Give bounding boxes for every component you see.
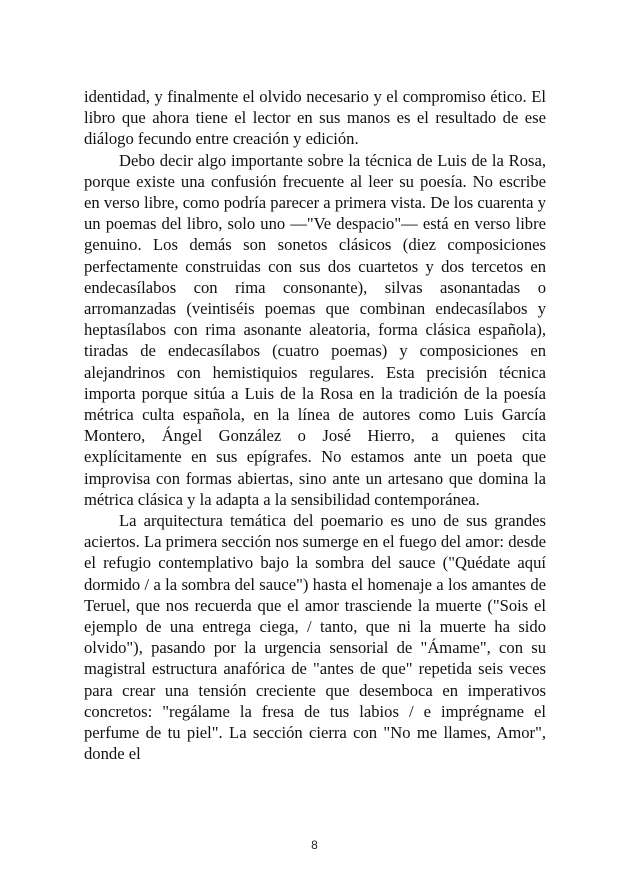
paragraph-thematic-architecture: La arquitectura temática del poemario es uno de sus grandes aciertos. La primera sección nos sumerge en el fuego del amor: desde el refugio contemplativo bajo la sombra del sauce ("Quédate aquí dormido / a la sombra del sauce") hasta el homenaje a los amantes de Teruel, que nos recuerda que el amor trasciende la muerte ("Sois el ejemplo de una entrega ciega, / tanto, que ni la muerte ha sido olvido"), pasando por la urgencia sensorial de "Ámame", con su magistral estructura anafórica de "antes de que" repetida seis veces para crear una tensión creciente que desemboca en imperativos concretos: "regálame la fresa de tus labios / e imprégname el perfume de tu piel". La sección cierra con "No me llames, Amor", donde el — [84, 511, 546, 764]
paragraph-continuation: identidad, y finalmente el olvido necesario y el compromiso ético. El libro que ahora tiene el lector en sus manos es el resultado de ese diálogo fecundo entre creación y edición. — [84, 87, 546, 149]
page-body-text — [84, 86, 546, 765]
paragraph-metrics-technique: Debo decir algo importante sobre la técnica de Luis de la Rosa, porque existe una confusión frecuente al leer su poesía. No escribe en verso libre, como podría parecer a primera vista. De los cuarenta y un poemas del libro, solo uno —"Ve despacio"— está en verso libre genuino. Los demás son sonetos clásicos (diez composiciones perfectamente construidas con sus dos cuartetos y dos tercetos en endecasílabos con rima consonante), silvas asonantadas o arromanzadas (veintiséis poemas que combinan endecasílabos y heptasílabos con rima asonante aleatoria, forma clásica española), tiradas de endecasílabos (cuatro poemas) y composiciones en alejandrinos con hemistiquios regulares. Esta precisión técnica importa porque sitúa a Luis de la Rosa en la tradición de la poesía métrica culta española, en la línea de autores como Luis García Montero, Ángel González o José Hierro, a quienes cita explícitamente en sus epígrafes. No estamos ante un poeta que improvisa con formas abiertas, sino ante un artesano que domina la métrica clásica y la adapta a la sensibilidad contemporánea. — [84, 150, 546, 509]
page-number: 8 — [311, 838, 318, 852]
